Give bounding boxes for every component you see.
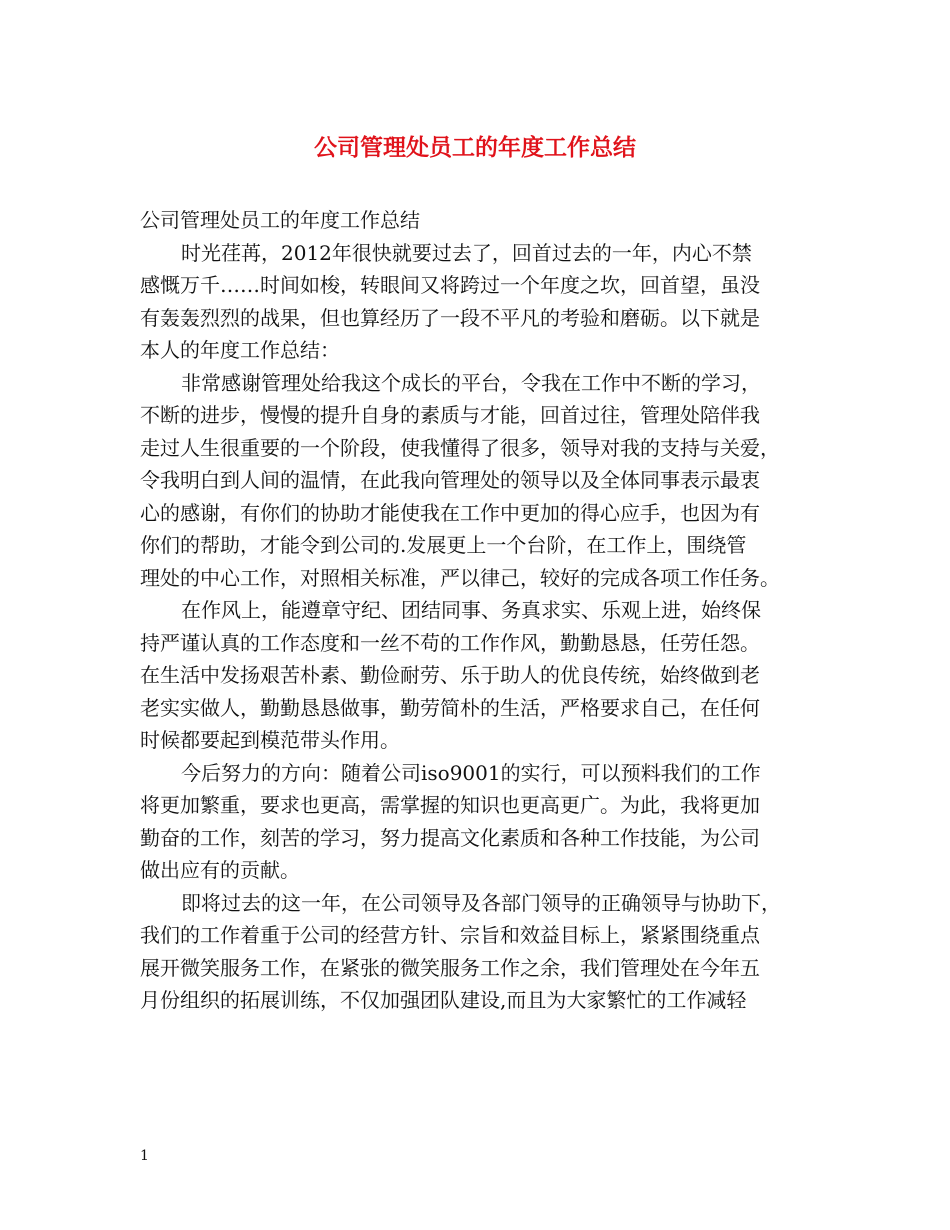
body-line: 做出应有的贡献。 xyxy=(140,858,300,882)
body-line: 走过人生很重要的一个阶段，使我懂得了很多，领导对我的支持与关爱， xyxy=(140,435,780,460)
body-line: 不断的进步，慢慢的提升自身的素质与才能，回首过往，管理处陪伴我 xyxy=(140,403,760,427)
body-line: 今后努力的方向：随着公司iso9001的实行，可以预料我们的工作 xyxy=(181,760,761,785)
body-line: 持严谨认真的工作态度和一丝不苟的工作作风，勤勤恳恳，任劳任怨。 xyxy=(140,630,760,655)
body-line: 时光荏苒，2012年很快就要过去了，回首过去的一年，内心不禁 xyxy=(181,240,752,265)
body-line: 感慨万千……时间如梭，转眼间又将跨过一个年度之坎，回首望，虽没 xyxy=(140,273,760,297)
body-line: 即将过去的这一年，在公司领导及各部门领导的正确领导与协助下， xyxy=(181,890,781,915)
body-line: 理处的中心工作，对照相关标准，严以律己，较好的完成各项工作任务。 xyxy=(140,565,780,590)
body-line: 展开微笑服务工作，在紧张的微笑服务工作之余，我们管理处在今年五 xyxy=(140,955,760,980)
page-number: 1 xyxy=(140,1148,149,1164)
body-line: 将更加繁重，要求也更高，需掌握的知识也更高更广。为此，我将更加 xyxy=(140,793,760,817)
body-line: 令我明白到人间的温情，在此我向管理处的领导以及全体同事表示最衷 xyxy=(140,468,760,492)
body-line: 本人的年度工作总结： xyxy=(140,338,340,362)
body-line: 在作风上，能遵章守纪、团结同事、务真求实、乐观上进，始终保 xyxy=(181,598,761,622)
body-line: 非常感谢管理处给我这个成长的平台，令我在工作中不断的学习， xyxy=(181,370,761,395)
body-line: 公司管理处员工的年度工作总结 xyxy=(140,208,420,232)
body-line: 勤奋的工作，刻苦的学习，努力提高文化素质和各种工作技能，为公司 xyxy=(140,825,760,850)
document-title: 公司管理处员工的年度工作总结 xyxy=(314,134,636,161)
body-line: 你们的帮助，才能令到公司的.发展更上一个台阶，在工作上，围绕管 xyxy=(140,533,747,557)
body-line: 在生活中发扬艰苦朴素、勤俭耐劳、乐于助人的优良传统，始终做到老 xyxy=(140,663,760,687)
body-line: 时候都要起到模范带头作用。 xyxy=(140,728,400,752)
body-line: 老实实做人，勤勤恳恳做事，勤劳简朴的生活，严格要求自己，在任何 xyxy=(140,695,760,720)
body-line: 我们的工作着重于公司的经营方针、宗旨和效益目标上，紧紧围绕重点 xyxy=(140,923,760,947)
document-body xyxy=(140,204,830,1017)
body-line: 月份组织的拓展训练，不仅加强团队建设,而且为大家繁忙的工作减轻 xyxy=(140,988,747,1012)
body-line: 心的感谢，有你们的协助才能使我在工作中更加的得心应手，也因为有 xyxy=(140,500,760,525)
body-line: 有轰轰烈烈的战果，但也算经历了一段不平凡的考验和磨砺。以下就是 xyxy=(140,305,760,330)
